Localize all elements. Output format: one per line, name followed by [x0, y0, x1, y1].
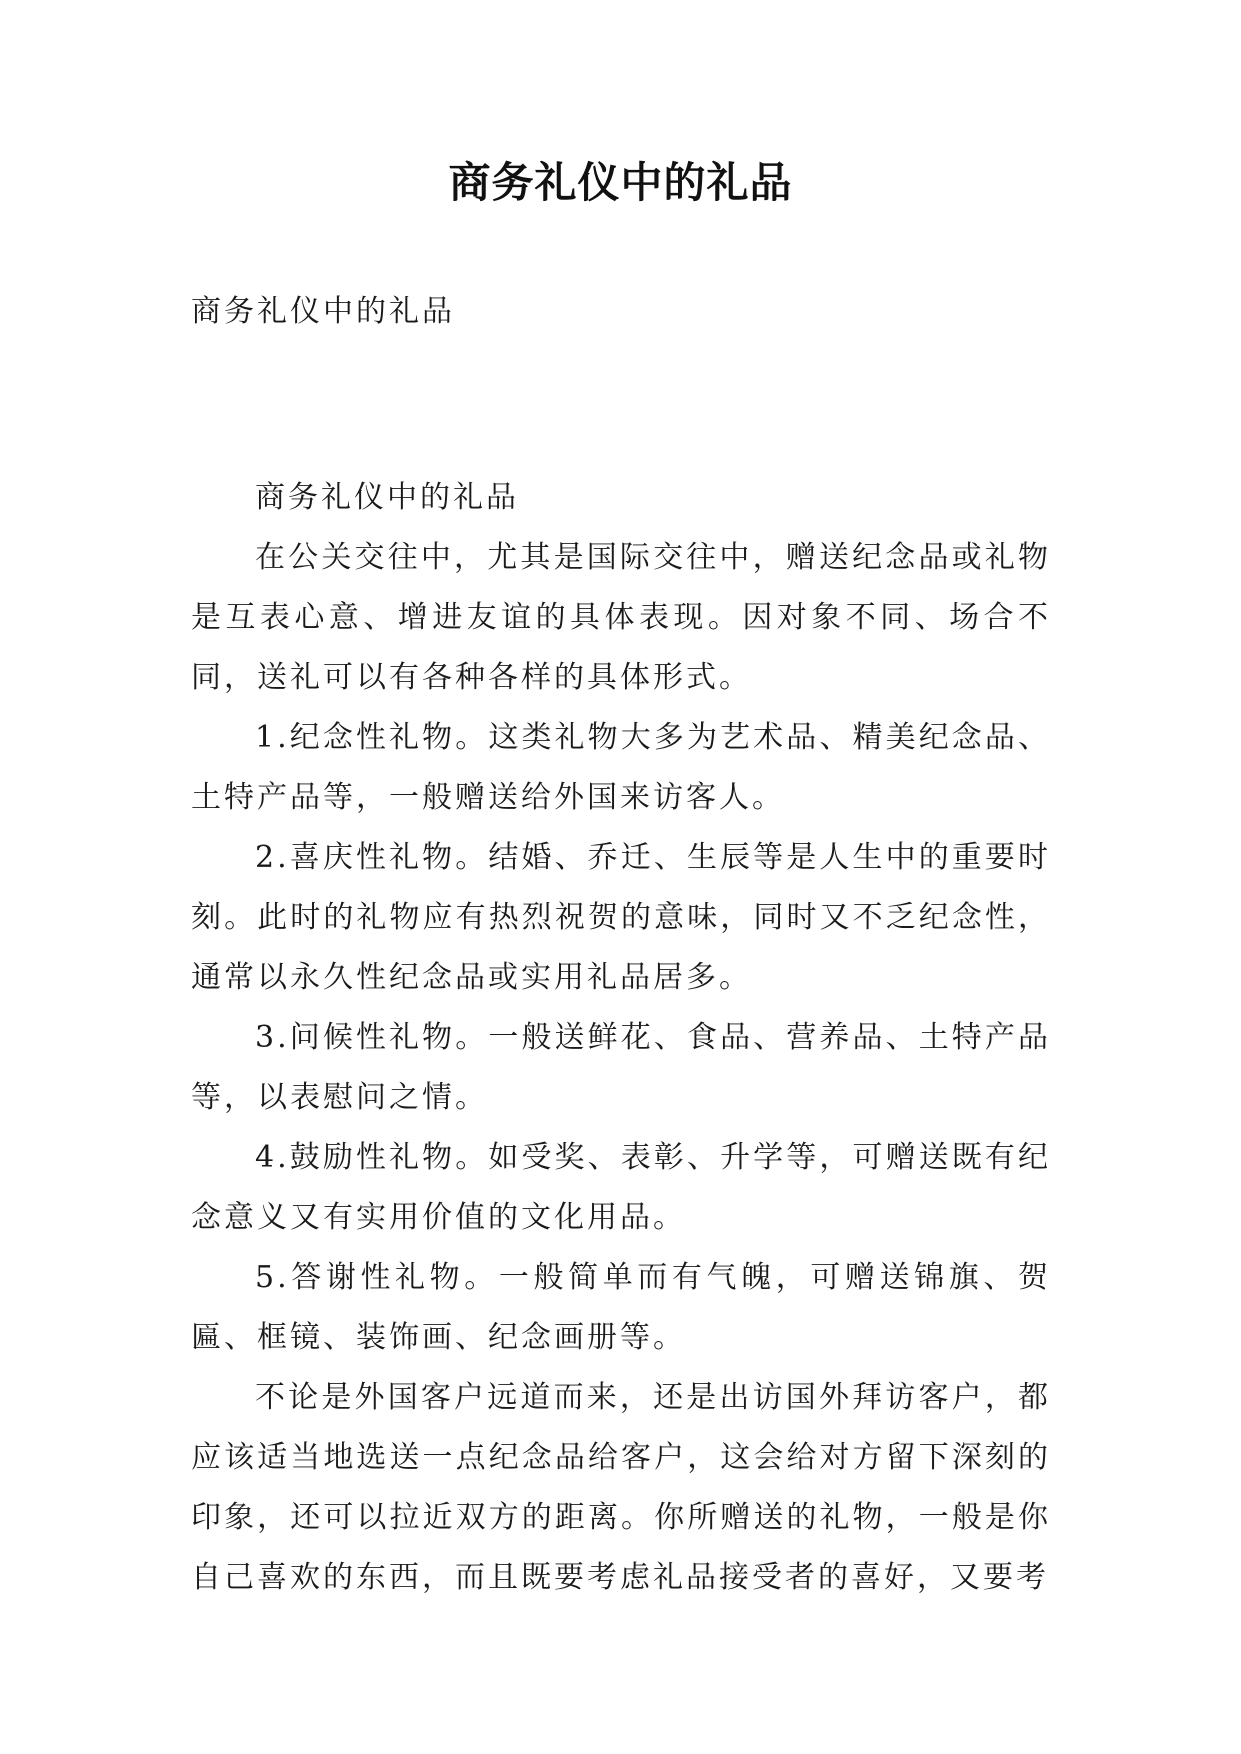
paragraph-item-2: 2.喜庆性礼物。结婚、乔迁、生辰等是人生中的重要时刻。此时的礼物应有热烈祝贺的意味，同时又不乏纪念性，通常以永久性纪念品或实用礼品居多。	[191, 840, 1051, 995]
paragraph-item-1: 1.纪念性礼物。这类礼物大多为艺术品、精美纪念品、土特产品等，一般赠送给外国来访客人。	[191, 720, 1051, 815]
paragraph-heading: 商务礼仪中的礼品	[255, 480, 519, 515]
document-title: 商务礼仪中的礼品	[448, 158, 793, 207]
paragraph-item-4: 4.鼓励性礼物。如受奖、表彰、升学等，可赠送既有纪念意义又有实用价值的文化用品。	[191, 1140, 1051, 1235]
paragraph-closing: 不论是外国客户远道而来，还是出访国外拜访客户，都应该适当地选送一点纪念品给客户，这会给对方留下深刻的印象，还可以拉近双方的距离。你所赠送的礼物，一般是你自己喜欢的东西，而且既要考虑礼品接受者的喜好，又要考	[191, 1380, 1051, 1595]
document-body	[191, 468, 1051, 1608]
paragraph-intro: 在公关交往中，尤其是国际交往中，赠送纪念品或礼物是互表心意、增进友谊的具体表现。因对象不同、场合不同，送礼可以有各种各样的具体形式。	[191, 540, 1051, 695]
paragraph-item-3: 3.问候性礼物。一般送鲜花、食品、营养品、土特产品等，以表慰问之情。	[191, 1020, 1051, 1115]
document-subtitle: 商务礼仪中的礼品	[191, 294, 455, 329]
paragraph-item-5: 5.答谢性礼物。一般简单而有气魄，可赠送锦旗、贺匾、框镜、装饰画、纪念画册等。	[191, 1260, 1051, 1355]
